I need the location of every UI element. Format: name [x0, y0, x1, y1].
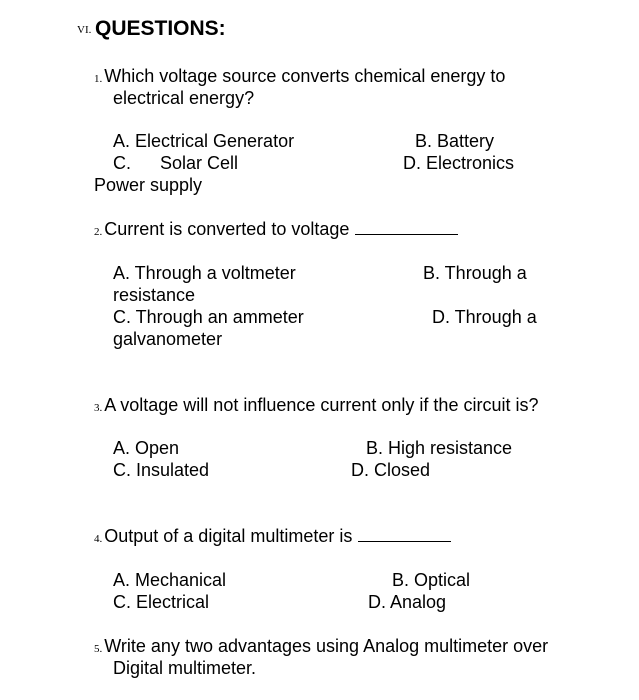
q1-option-c-text: Solar Cell: [160, 153, 239, 173]
question-1-line-2: electrical energy?: [113, 88, 255, 108]
question-number: 4.: [94, 533, 103, 545]
q3-option-c: C. Insulated: [113, 460, 210, 480]
q3-option-a: A. Open: [113, 438, 180, 458]
q1-option-tail: Power supply: [94, 175, 203, 195]
q1-option-d: D. Electronics: [403, 153, 515, 173]
q3-option-d: D. Closed: [351, 460, 431, 480]
q2-option-b: B. Through a: [423, 263, 527, 283]
q4-option-a: A. Mechanical: [113, 570, 227, 590]
section-title: QUESTIONS:: [95, 17, 226, 40]
question-3: [94, 394, 538, 419]
q4-option-b: B. Optical: [392, 570, 471, 590]
q4-option-c: C. Electrical: [113, 592, 210, 612]
q2-option-c: C. Through an ammeter: [113, 307, 304, 327]
question-text: Output of a digital multimeter is: [104, 526, 353, 546]
question-2: [94, 218, 458, 243]
question-number: 2.: [94, 226, 103, 238]
q4-option-d: D. Analog: [368, 592, 447, 612]
q3-option-b: B. High resistance: [366, 438, 513, 458]
question-text: Which voltage source converts chemical energy to: [104, 66, 506, 86]
q1-option-c-letter: C.: [113, 153, 131, 173]
answer-blank: [358, 526, 451, 542]
question-text: Write any two advantages using Analog multimeter over: [104, 636, 549, 656]
q2-option-a: A. Through a voltmeter: [113, 263, 296, 283]
question-number: 3.: [94, 402, 103, 414]
question-text: A voltage will not influence current only if the circuit is?: [104, 395, 539, 415]
question-text: Current is converted to voltage: [104, 219, 350, 239]
q1-option-a: A. Electrical Generator: [113, 131, 295, 151]
question-number: 1.: [94, 73, 103, 85]
q2-option-b-tail: resistance: [113, 285, 196, 305]
section-numeral: VI.: [77, 24, 92, 36]
question-5-line-2: Digital multimeter.: [113, 658, 257, 678]
q2-option-d-tail: galvanometer: [113, 329, 223, 349]
question-number: 5.: [94, 643, 103, 655]
answer-blank: [355, 219, 458, 235]
question-4: [94, 525, 451, 550]
q2-option-d: D. Through a: [432, 307, 537, 327]
q1-option-b: B. Battery: [415, 131, 495, 151]
